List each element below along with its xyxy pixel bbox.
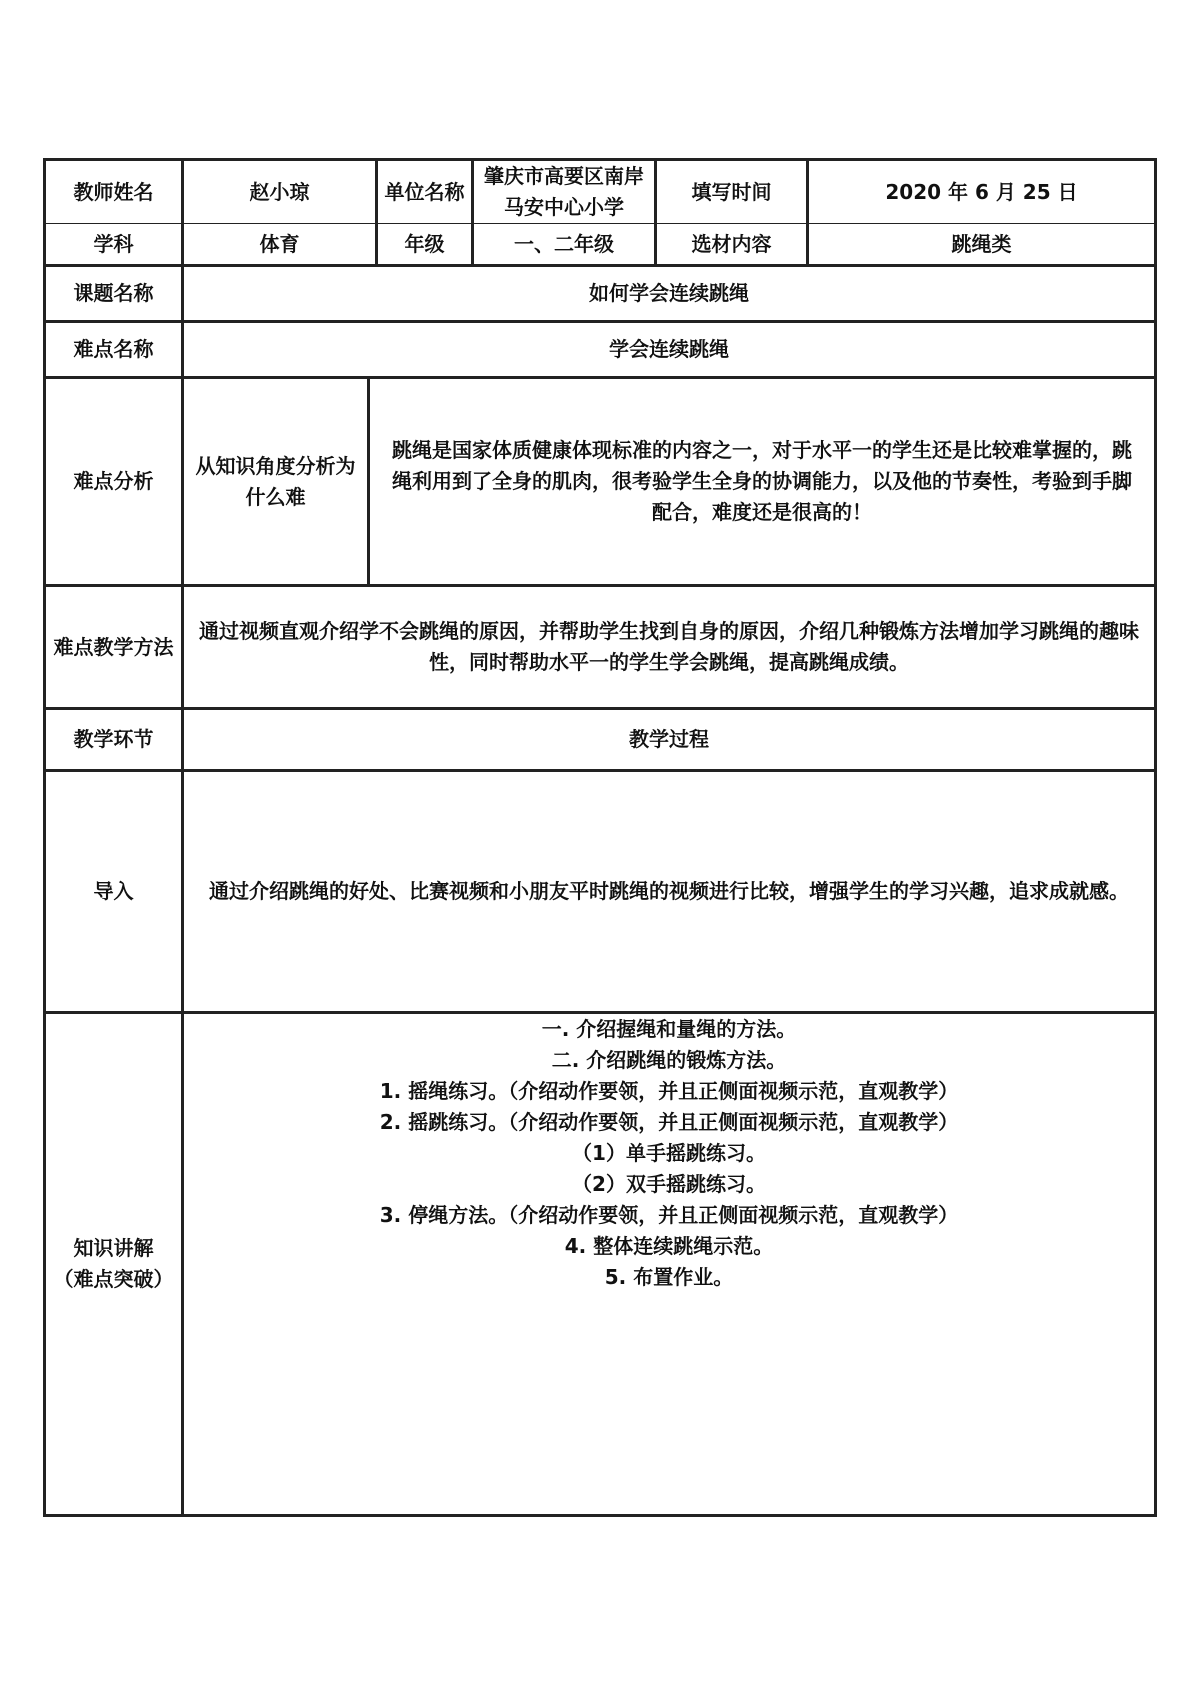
process-stage-label: 教学环节 [45, 709, 183, 771]
analysis-sub-label-line2: 什么难 [245, 484, 306, 509]
knowledge-line: 5. 布置作业。 [604, 1265, 734, 1289]
process-title: 教学过程 [183, 709, 1156, 771]
lesson-plan-table [43, 158, 1157, 1517]
grade-value: 一、二年级 [473, 224, 656, 266]
analysis-sub-label-line1: 从知识角度分析为 [195, 453, 356, 478]
material-value: 跳绳类 [808, 224, 1156, 266]
teacher-name-label: 教师姓名 [45, 160, 183, 224]
knowledge-label [45, 1013, 183, 1516]
unit-name-line2: 马安中心小学 [504, 195, 624, 219]
unit-name-value [473, 160, 656, 224]
intro-text: 通过介绍跳绳的好处、比赛视频和小朋友平时跳绳的视频进行比较，增强学生的学习兴趣，追求成就感。 [183, 771, 1156, 1013]
knowledge-line: 1. 摇绳练习。（介绍动作要领，并且正侧面视频示范，直观教学） [379, 1079, 959, 1103]
analysis-label: 难点分析 [45, 378, 183, 586]
unit-name-label: 单位名称 [377, 160, 473, 224]
unit-name-line1: 肇庆市高要区南岸 [484, 164, 644, 188]
knowledge-line: （2）双手摇跳练习。 [572, 1172, 766, 1196]
difficulty-label: 难点名称 [45, 322, 183, 378]
difficulty-value: 学会连续跳绳 [183, 322, 1156, 378]
subject-value: 体育 [183, 224, 377, 266]
topic-label: 课题名称 [45, 266, 183, 322]
method-label: 难点教学方法 [45, 586, 183, 709]
material-label: 选材内容 [656, 224, 808, 266]
knowledge-line: 3. 停绳方法。（介绍动作要领，并且正侧面视频示范，直观教学） [379, 1203, 959, 1227]
grade-label: 年级 [377, 224, 473, 266]
knowledge-line: 4. 整体连续跳绳示范。 [564, 1234, 774, 1258]
knowledge-line: 二. 介绍跳绳的锻炼方法。 [551, 1048, 787, 1072]
analysis-text: 跳绳是国家体质健康体现标准的内容之一，对于水平一的学生还是比较难掌握的，跳绳利用到了全身的肌肉，很考验学生全身的协调能力，以及他的节奏性，考验到手脚配合，难度还是很高的！ [369, 378, 1156, 586]
knowledge-label-line1: 知识讲解 [73, 1236, 154, 1260]
fill-date-value: 2020 年 6 月 25 日 [808, 160, 1156, 224]
topic-value: 如何学会连续跳绳 [183, 266, 1156, 322]
subject-label: 学科 [45, 224, 183, 266]
knowledge-line: 一. 介绍握绳和量绳的方法。 [541, 1017, 797, 1041]
knowledge-label-line2: （难点突破） [53, 1267, 174, 1291]
method-text: 通过视频直观介绍学不会跳绳的原因，并帮助学生找到自身的原因，介绍几种锻炼方法增加学习跳绳的趣味性，同时帮助水平一的学生学会跳绳，提高跳绳成绩。 [183, 586, 1156, 709]
knowledge-line: （1）单手摇跳练习。 [572, 1141, 766, 1165]
fill-date-label: 填写时间 [656, 160, 808, 224]
analysis-sub-label [183, 378, 369, 586]
intro-label: 导入 [45, 771, 183, 1013]
knowledge-line: 2. 摇跳练习。（介绍动作要领，并且正侧面视频示范，直观教学） [379, 1110, 959, 1134]
teacher-name-value: 赵小琼 [183, 160, 377, 224]
knowledge-content [183, 1013, 1156, 1516]
